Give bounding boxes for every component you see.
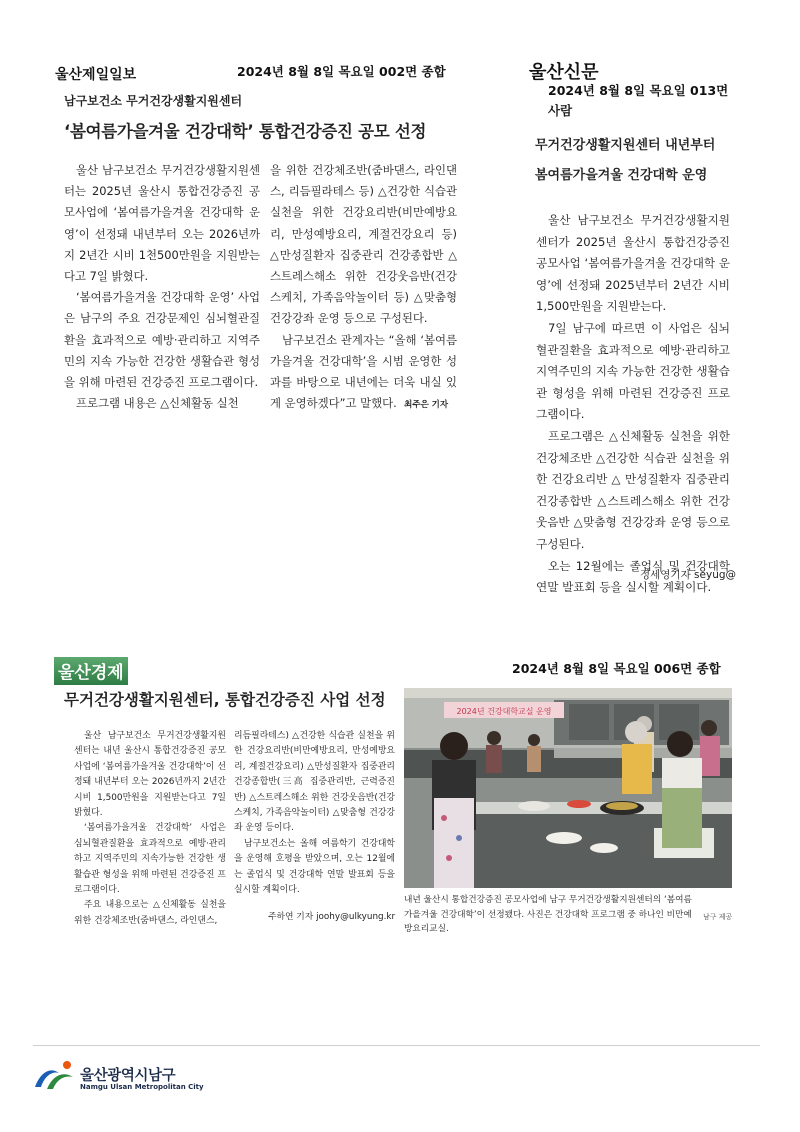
paragraph: 남구보건소는 올해 여름학기 건강대학을 운영해 호평을 받았으며, 오는 12월에는 졸업식 및 건강대학 연말 발표회 등을 실시할 계획이다. xyxy=(234,838,395,896)
paragraph: 을 위한 건강체조반(줌바댄스, 라인댄스, 리듬필라테스 등) △건강한 식습관 실천을 위한 건강요리반(비만예방요리, 만성예방요리, 계절건강요리 등) △만성질환자 집중관리 건강종합반 △스트레스해소 위한 건강웃음반(건강스케치, 가족음악놀이터 등) △맞춤형 건강강좌 운영 등으로 구성된다. xyxy=(270,163,457,326)
paragraph: 울산 남구보건소 무거건강생활지원센터가 2025년 울산시 통합건강증진 공모사업 ‘봄여름가을겨울 건강대학 운영’에 선정돼 2025년부터 2년간 시비 1,500만원을 지원받는다. xyxy=(536,213,730,314)
paragraph: ‘봄여름가을겨울 건강대학’ 사업은 심뇌혈관질환을 효과적으로 예방·관리하고 지역주민의 지속가능한 건강한 생활습관 형성을 위해 마련된 건강증진 프로그램이다. xyxy=(74,823,226,896)
article1-byline: 최주은 기자 xyxy=(404,400,449,411)
article2-newspaper-name: 울산신문 xyxy=(529,62,599,83)
paragraph: 프로그램 내용은 △신체활동 실천 xyxy=(76,396,239,411)
article3-column-1 xyxy=(74,729,226,929)
article2-byline: 정세영기자 seyug@ xyxy=(640,569,737,581)
paragraph-text: 남구보건소 관계자는 “올해 ‘봄여름가을겨울 건강대학’을 시범 운영한 성과를 바탕으로 내년에는 더욱 내실 있게 운영하겠다”고 말했다. xyxy=(270,332,457,411)
article3-column-2 xyxy=(234,729,395,898)
article1-headline: ‘봄여름가을겨울 건강대학’ 통합건강증진 공모 선정 xyxy=(64,122,427,141)
paragraph: 울산 남구보건소 무거건강생활지원센터는 2025년 울산시 통합건강증진 공모사업에 ‘봄여름가을겨울 건강대학 운영’이 선정돼 내년부터 오는 2026년까지 2년간 시비 1천500만원을 지원받는다고 7일 밝혔다. xyxy=(64,163,260,284)
photo-banner-text: 2024년 건강대학교실 운영 xyxy=(456,707,552,716)
article1-dateline: 2024년 8월 8일 목요일 002면 종합 xyxy=(237,64,446,79)
paragraph: 울산 남구보건소 무거건강생활지원센터는 내년 울산시 통합건강증진 공모사업에 ‘봄여름가을겨울 건강대학’이 선정돼 내년부터 오는 2026년까지 2년간 시비 1,500만원을 지원받는다고 7일 밝혔다. xyxy=(74,731,226,819)
footer-org-name: 울산광역시남구 xyxy=(80,1068,176,1084)
article2-body xyxy=(536,210,730,599)
paragraph xyxy=(270,330,457,417)
article1-column-2 xyxy=(270,160,457,416)
paragraph: 리듬필라테스) △건강한 식습관 실천을 위한 건강요리반(비만예방요리, 만성예방요리, 계절건강요리) △만성질환자 집중관리 건강종합반(三高 집중관리반, 근력증진반) △스트레스해소 위한 건강웃음반(건강스케치, 가족음악놀이터) △맞춤형 건강강좌 운영 등이다. xyxy=(234,731,395,834)
article1-column-1 xyxy=(64,160,260,414)
article2-section: 사람 xyxy=(548,103,573,118)
article2-text xyxy=(536,210,730,599)
paragraph: 프로그램은 △신체활동 실천을 위한 건강체조반 △건강한 식습관 실천을 위한 건강요리반 △ 만성질환자 집중관리 건강종합반 △스트레스해소 위한 건강웃음반 △맞춤형 건강강좌 운영 등으로 구성된다. xyxy=(536,428,730,551)
article3-newspaper-name: 울산경제 xyxy=(54,657,128,685)
footer-divider xyxy=(33,1045,760,1046)
photo-credit: 남구 제공 xyxy=(703,913,733,921)
footer-org-name-en: Namgu Ulsan Metropolitan City xyxy=(80,1083,204,1091)
cooking-class-photo xyxy=(404,688,732,888)
paragraph: ‘봄여름가을겨울 건강대학 운영’ 사업은 남구의 주요 건강문제인 심뇌혈관질환을 효과적으로 예방·관리하고 지역주민의 지속 가능한 건강한 생활습관 형성을 위해 마련된 건강증진 프로그램이다. xyxy=(64,290,260,390)
article1-kicker: 남구보건소 무거건강생활지원센터 xyxy=(64,94,243,108)
paragraph: 오는 12월에는 졸업식 및 건강대학 연말 발표회 등을 실시할 계획이다. xyxy=(536,558,730,595)
namgu-logo-icon xyxy=(33,1057,77,1093)
article3-byline: 주하연 기자 joohy@ulkyung.kr xyxy=(268,912,396,922)
article3-headline: 무거건강생활지원센터, 통합건강증진 사업 선정 xyxy=(64,691,386,709)
article2-dateline: 2024년 8월 8일 목요일 013면 xyxy=(548,83,729,98)
article2-headline-line1: 무거건강생활지원센터 내년부터 xyxy=(535,138,716,153)
photo-caption: 내년 울산시 통합건강증진 공모사업에 남구 무거건강생활지원센터의 ‘봄여름가을겨울 건강대학’이 선정됐다. 사진은 건강대학 프로그램 중 하나인 비만예방요리교실. xyxy=(404,895,692,934)
paragraph: 주요 내용으로는 △신체활동 실천을 위한 건강체조반(줌바댄스, 라인댄스, xyxy=(74,900,226,926)
article2-headline-line2: 봄여름가을겨울 건강대학 운영 xyxy=(535,168,708,183)
article3-dateline: 2024년 8월 8일 목요일 006면 종합 xyxy=(512,661,721,676)
article1-newspaper-name: 울산제일일보 xyxy=(55,67,137,83)
paragraph: 7일 남구에 따르면 이 사업은 심뇌혈관질환을 효과적으로 예방·관리하고 지역주민의 지속 가능한 건강한 생활습관 형성을 위해 마련된 건강증진 프로그램이다. xyxy=(536,320,730,422)
